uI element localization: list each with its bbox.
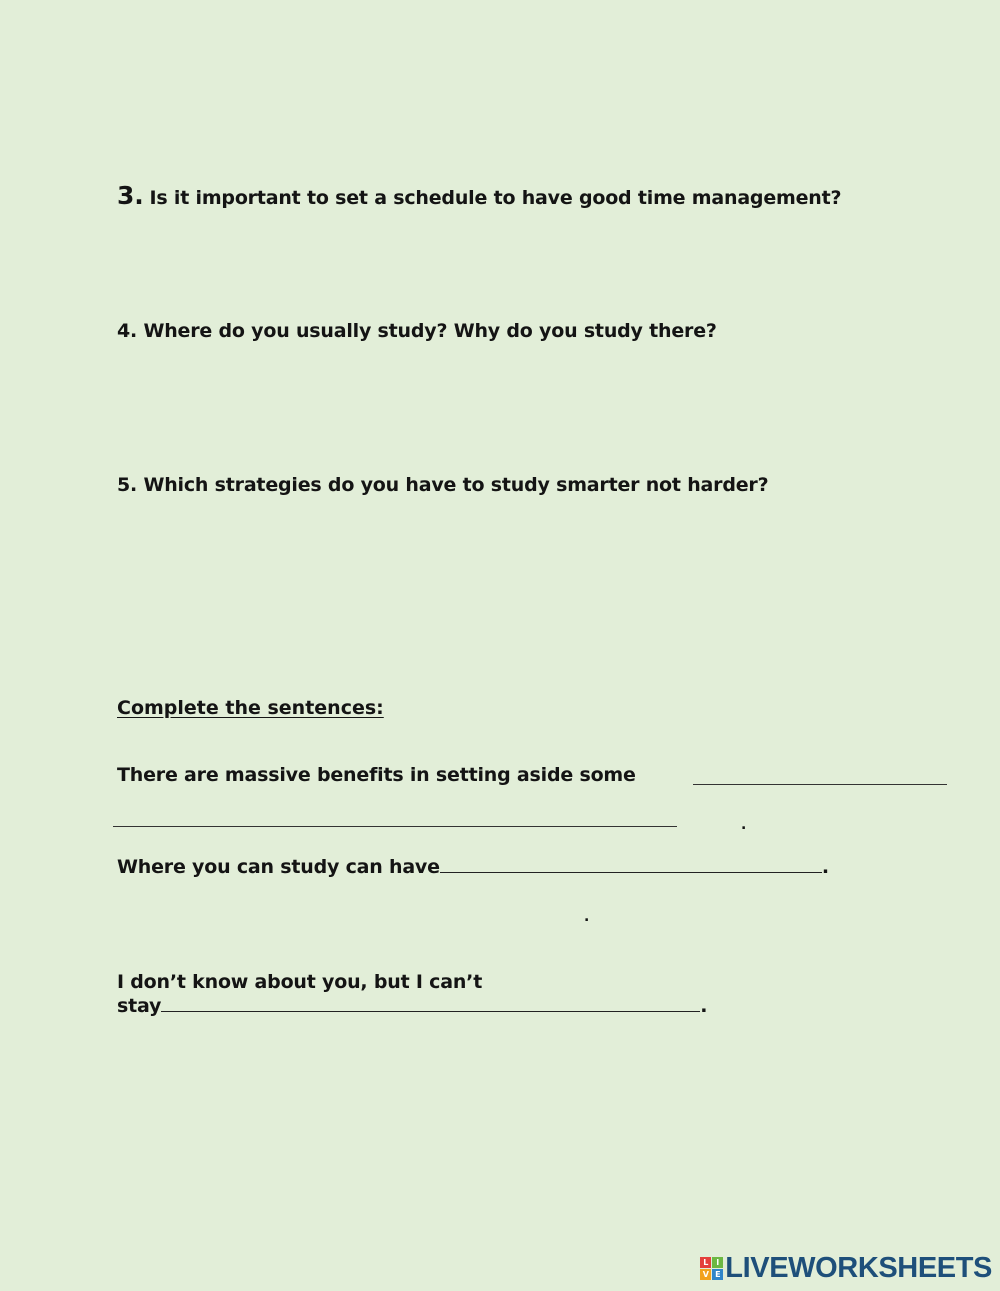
question-3 [117,181,841,210]
logo-letter-v: V [700,1269,711,1280]
sentence-2 [117,856,829,878]
complete-sentences-heading: Complete the sentences: [117,697,384,719]
sentence-2-blank[interactable] [440,856,822,873]
liveworksheets-logo [700,1252,992,1285]
logo-letter-e: E [712,1269,723,1280]
sentence-3-blank[interactable] [161,995,700,1012]
question-3-text: Is it important to set a schedule to have good time management? [149,187,842,209]
question-4: 4. Where do you usually study? Why do you study there? [117,320,717,342]
sentence-1-blank-a[interactable] [693,784,947,785]
sentence-2-text: Where you can study can have [117,856,440,878]
logo-letter-i: I [712,1257,723,1268]
liveworksheets-icon [700,1257,723,1280]
sentence-3-period: . [700,995,708,1017]
logo-letter-l: L [700,1257,711,1268]
question-3-number: 3. [117,181,144,210]
liveworksheets-wordmark: LIVEWORKSHEETS [725,1252,992,1284]
sentence-1-text: There are massive benefits in setting aside some [117,764,636,786]
sentence-1-period: . [741,817,747,833]
sentence-3-line-2 [117,995,707,1017]
sentence-2-period: . [821,856,829,878]
sentence-3-line-1: I don’t know about you, but I can’t [117,971,483,993]
stray-period: . [584,909,590,925]
sentence-3-text: stay [117,995,162,1017]
sentence-1-blank-b[interactable] [113,826,677,827]
question-5: 5. Which strategies do you have to study smarter not harder? [117,474,769,496]
